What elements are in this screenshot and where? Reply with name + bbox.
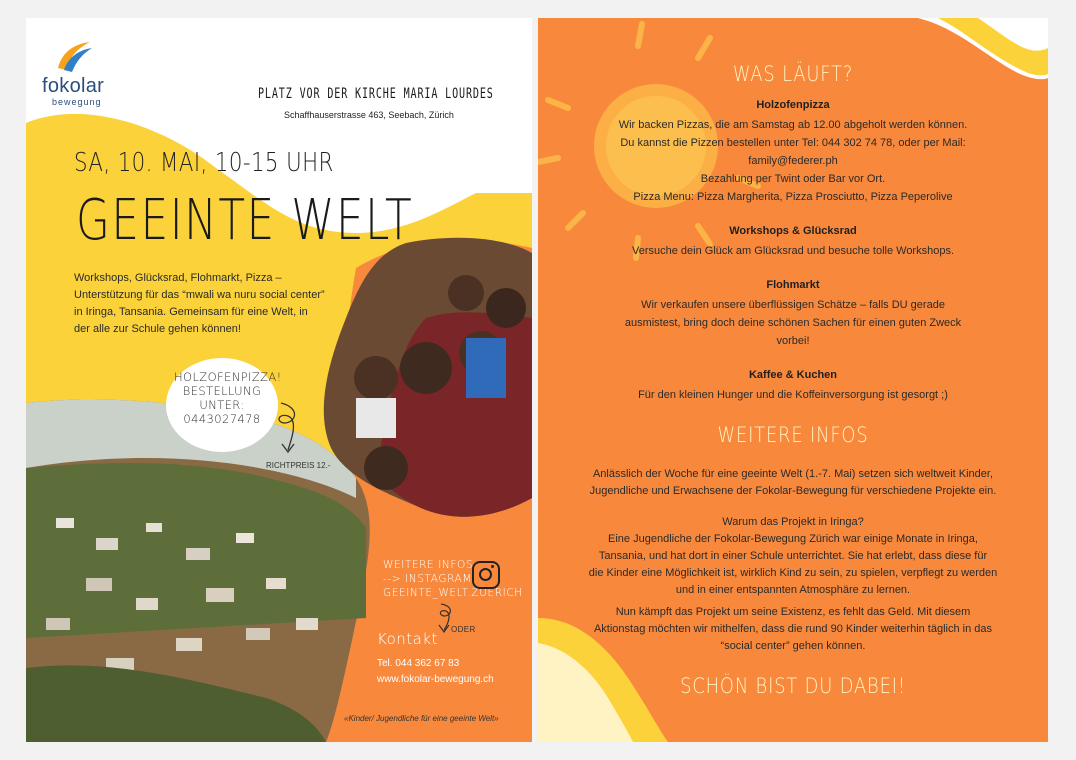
instagram-icon[interactable] [472,561,500,589]
info-line: WEITERE INFOS [383,559,474,571]
flohmarkt-description [578,296,1008,350]
email-link[interactable]: family@federer.ph [748,155,838,167]
pizza-bubble-text [174,370,282,426]
closing-heading: SCHÖN BIST DU DABEI! [680,674,906,698]
bubble-line: BESTELLUNG [182,384,262,398]
text-line: ausmistest, bring doch deine schönen Sachen für einen guten Zweck [624,317,962,329]
info-paragraph-1 [560,466,1026,500]
text-line: vorbei! [776,335,810,347]
town-photo [26,399,370,742]
bubble-line: UNTER: [199,398,245,412]
workshops-title: Workshops & Glücksrad [729,225,857,237]
instagram-handle[interactable]: GEEINTE_WELT.ZUERICH [383,587,523,599]
text-line: Wir backen Pizzas, die am Samstag ab 12.00 abgeholt werden können. [618,119,968,131]
info-paragraph-3 [560,604,1026,655]
text-line: Für den kleinen Hunger und die Koffeinversorgung ist gesorgt ;) [638,389,948,401]
text-line: Versuche dein Glück am Glücksrad und besuche tolle Workshops. [631,245,955,257]
workshops-description [578,242,1008,260]
logo-subtitle: bewegung [52,97,102,107]
section-heading-was-laeuft: WAS LÄUFT? [732,62,854,86]
section-heading-weitere-infos: WEITERE INFOS [717,423,869,447]
kaffee-description [578,386,1008,404]
text-line: Tansania, und hat dort in einer Schule unterrichtet. Sie hat erlebt, dass diese für [598,550,988,562]
text-line: und in einer entspannten Atmosphäre zu lernen. [675,584,911,596]
event-intro: Workshops, Glücksrad, Flohmarkt, Pizza – Unterstützung für das “mwali wa nuru social center” in Iringa, Tansania. Gemeinsam für eine Welt, in der alle zur Schule gehen können! [74,272,325,335]
event-title: GEEINTE WELT [76,188,414,253]
text-line: Aktionstag möchten wir mithelfen, dass die rund 90 Kinder weiterhin täglich in das [593,623,993,635]
contact-website-link[interactable]: www.fokolar-bewegung.ch [377,674,494,685]
text-line: Anlässlich der Woche für eine geeinte Welt (1.-7. Mai) setzen sich weltweit Kinder, [592,468,994,480]
info-line: --> INSTAGRAM: [383,573,477,585]
bubble-line: 0443027478 [183,412,261,426]
event-date: SA, 10. MAI, 10-15 UHR [74,148,334,178]
text-line: Du kannst die Pizzen bestellen unter Tel: 044 302 74 78, oder per Mail: [620,137,966,149]
pizza-title: Holzofenpizza [756,99,830,111]
text-line: “social center” gehen können. [720,640,866,652]
contact-heading: Kontakt [377,630,438,648]
price-note: RICHTPREIS 12.- [266,461,331,470]
contact-phone[interactable]: Tel. 044 362 67 83 [377,658,460,669]
logo-name: fokolar [42,75,105,97]
flohmarkt-title: Flohmarkt [766,279,820,291]
instagram-info [383,558,523,600]
text-line: Nun kämpft das Projekt um seine Existenz, es fehlt das Geld. Mit diesem [615,606,971,618]
text-line: Pizza Menu: Pizza Margherita, Pizza Prosciutto, Pizza Peperolive [633,191,953,203]
text-line: Eine Jugendliche der Fokolar-Bewegung Zürich war einige Monate in Iringa, [608,533,978,545]
venue-address: Schaffhauserstrasse 463, Seebach, Zürich [284,110,454,120]
kaffee-title: Kaffee & Kuchen [748,369,838,381]
bubble-line: HOLZOFENPIZZA! [174,370,282,384]
info-paragraph-2 [560,514,1026,599]
text-line: Warum das Projekt in Iringa? [722,516,864,528]
text-line: Jugendliche und Erwachsene der Fokolar-Bewegung für verschiedene Projekte ein. [589,485,997,497]
fokolar-logo-icon [54,38,94,74]
text-line: Wir verkaufen unsere überflüssigen Schätze – falls DU gerade [641,299,945,311]
photo-caption: «Kinder/ Jugendliche für eine geeinte Welt» [344,714,499,723]
text-line: die Kinder eine Möglichkeit ist, wirklich Kind zu sein, zu spielen, verpflegt zu werden [588,567,998,579]
text-line: Bezahlung per Twint oder Bar vor Ort. [700,173,886,185]
flyer-front-page [26,18,532,742]
oder-label: ODER [451,625,476,634]
venue-name: PLATZ VOR DER KIRCHE MARIA LOURDES [258,86,494,102]
flyer-back-page [538,18,1048,742]
pizza-description [578,116,1008,206]
